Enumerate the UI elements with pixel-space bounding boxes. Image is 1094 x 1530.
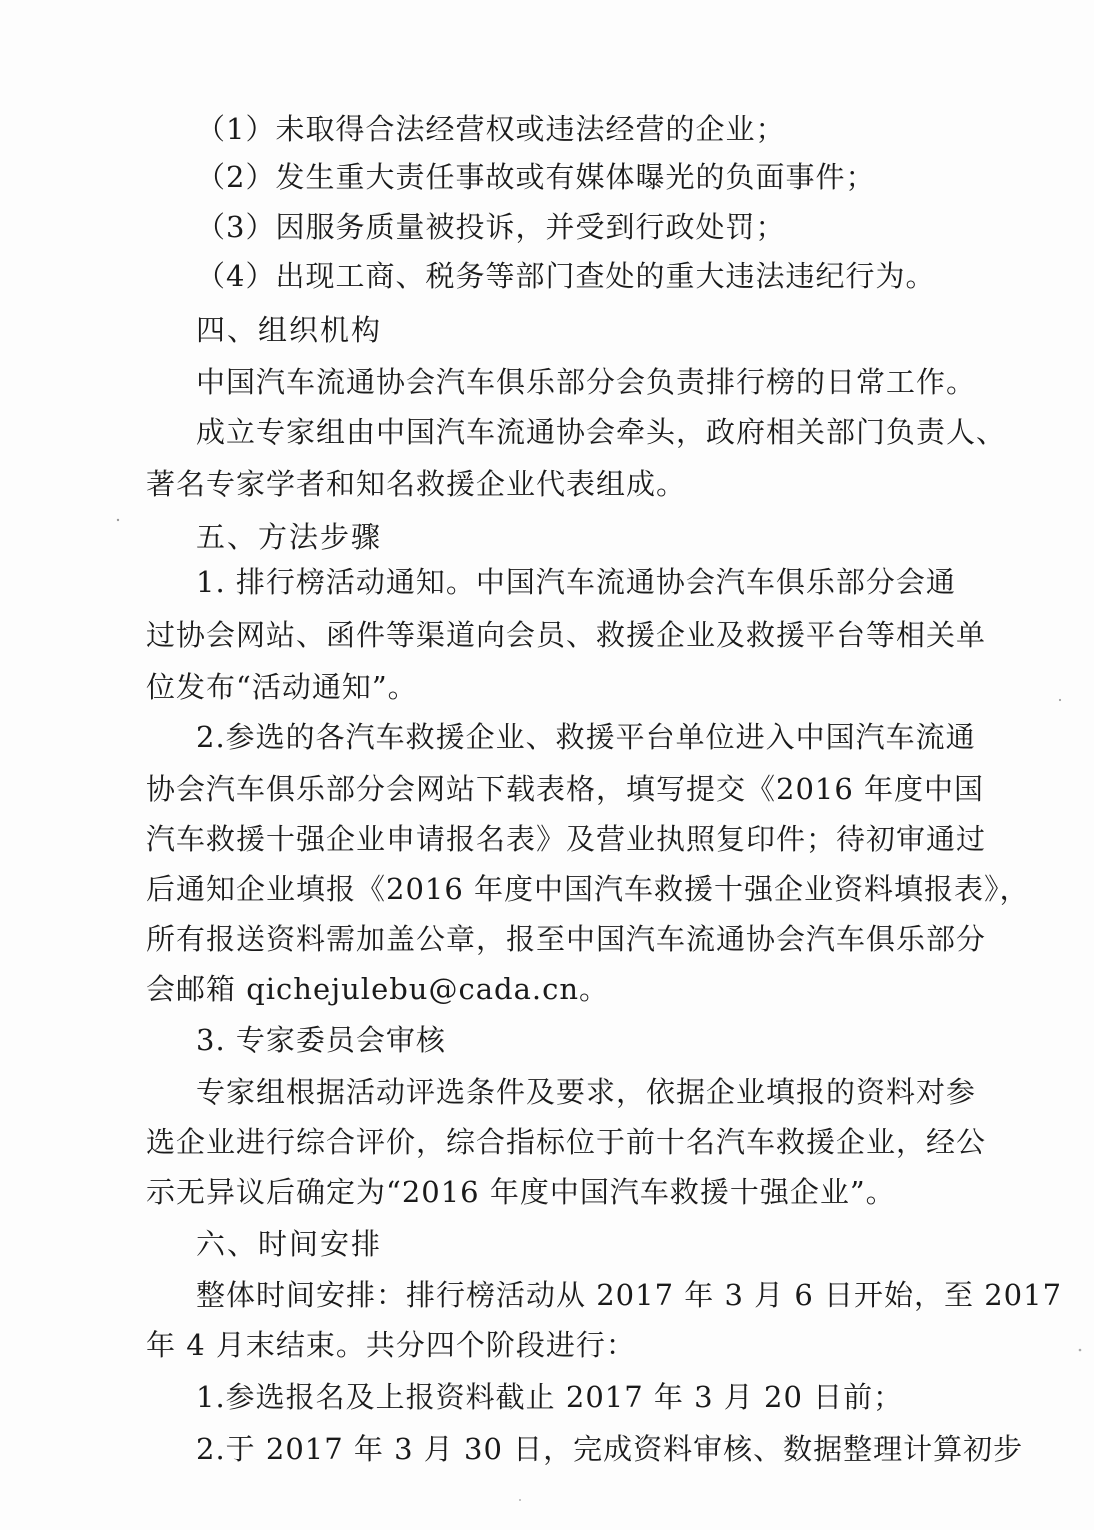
paragraph-line: 会邮箱 qichejulebu@cada.cn。 <box>146 972 610 1006</box>
paragraph-line: 所有报送资料需加盖公章，报至中国汽车流通协会汽车俱乐部分 <box>146 922 987 956</box>
criteria-item-4: （4）出现工商、税务等部门查处的重大违法违纪行为。 <box>196 259 936 293</box>
paragraph-line: 汽车救援十强企业申请报名表》及营业执照复印件；待初审通过 <box>146 822 987 856</box>
paragraph-line: 整体时间安排：排行榜活动从 2017 年 3 月 6 日开始，至 2017 <box>196 1278 1063 1312</box>
section-heading-schedule: 六、时间安排 <box>196 1227 383 1261</box>
paragraph-line: 2.参选的各汽车救援企业、救援平台单位进入中国汽车流通 <box>196 720 976 754</box>
paragraph-line: 选企业进行综合评价，综合指标位于前十名汽车救援企业，经公 <box>146 1125 987 1159</box>
paragraph-line: 1. 排行榜活动通知。中国汽车流通协会汽车俱乐部分会通 <box>196 565 956 599</box>
schedule-item-1: 1.参选报名及上报资料截止 2017 年 3 月 20 日前； <box>196 1380 904 1414</box>
criteria-item-2: （2）发生重大责任事故或有媒体曝光的负面事件； <box>196 160 876 194</box>
paragraph-line: 示无异议后确定为“2016 年度中国汽车救援十强企业”。 <box>146 1175 896 1209</box>
paragraph-line: 成立专家组由中国汽车流通协会牵头，政府相关部门负责人、 <box>196 415 1007 449</box>
paragraph-line: 中国汽车流通协会汽车俱乐部分会负责排行榜的日常工作。 <box>196 365 977 399</box>
paragraph-line: 著名专家学者和知名救援企业代表组成。 <box>146 467 687 501</box>
paragraph-line: 年 4 月末结束。共分四个阶段进行： <box>146 1328 636 1362</box>
paragraph-line: 位发布“活动通知”。 <box>146 670 418 704</box>
schedule-item-2: 2.于 2017 年 3 月 30 日，完成资料审核、数据整理计算初步 <box>196 1432 1024 1466</box>
paragraph-line: 协会汽车俱乐部分会网站下载表格，填写提交《2016 年度中国 <box>146 772 985 806</box>
paragraph-line: 专家组根据活动评选条件及要求，依据企业填报的资料对参 <box>196 1075 977 1109</box>
paragraph-line: 后通知企业填报《2016 年度中国汽车救援十强企业资料填报表》， <box>146 872 1030 906</box>
criteria-item-3: （3）因服务质量被投诉，并受到行政处罚； <box>196 210 786 244</box>
section-heading-organization: 四、组织机构 <box>196 313 383 347</box>
paragraph-line: 过协会网站、函件等渠道向会员、救援企业及救援平台等相关单 <box>146 618 987 652</box>
section-subheading-review: 3. 专家委员会审核 <box>196 1023 446 1057</box>
section-heading-method: 五、方法步骤 <box>196 520 383 554</box>
criteria-item-1: （1）未取得合法经营权或违法经营的企业； <box>196 112 786 146</box>
